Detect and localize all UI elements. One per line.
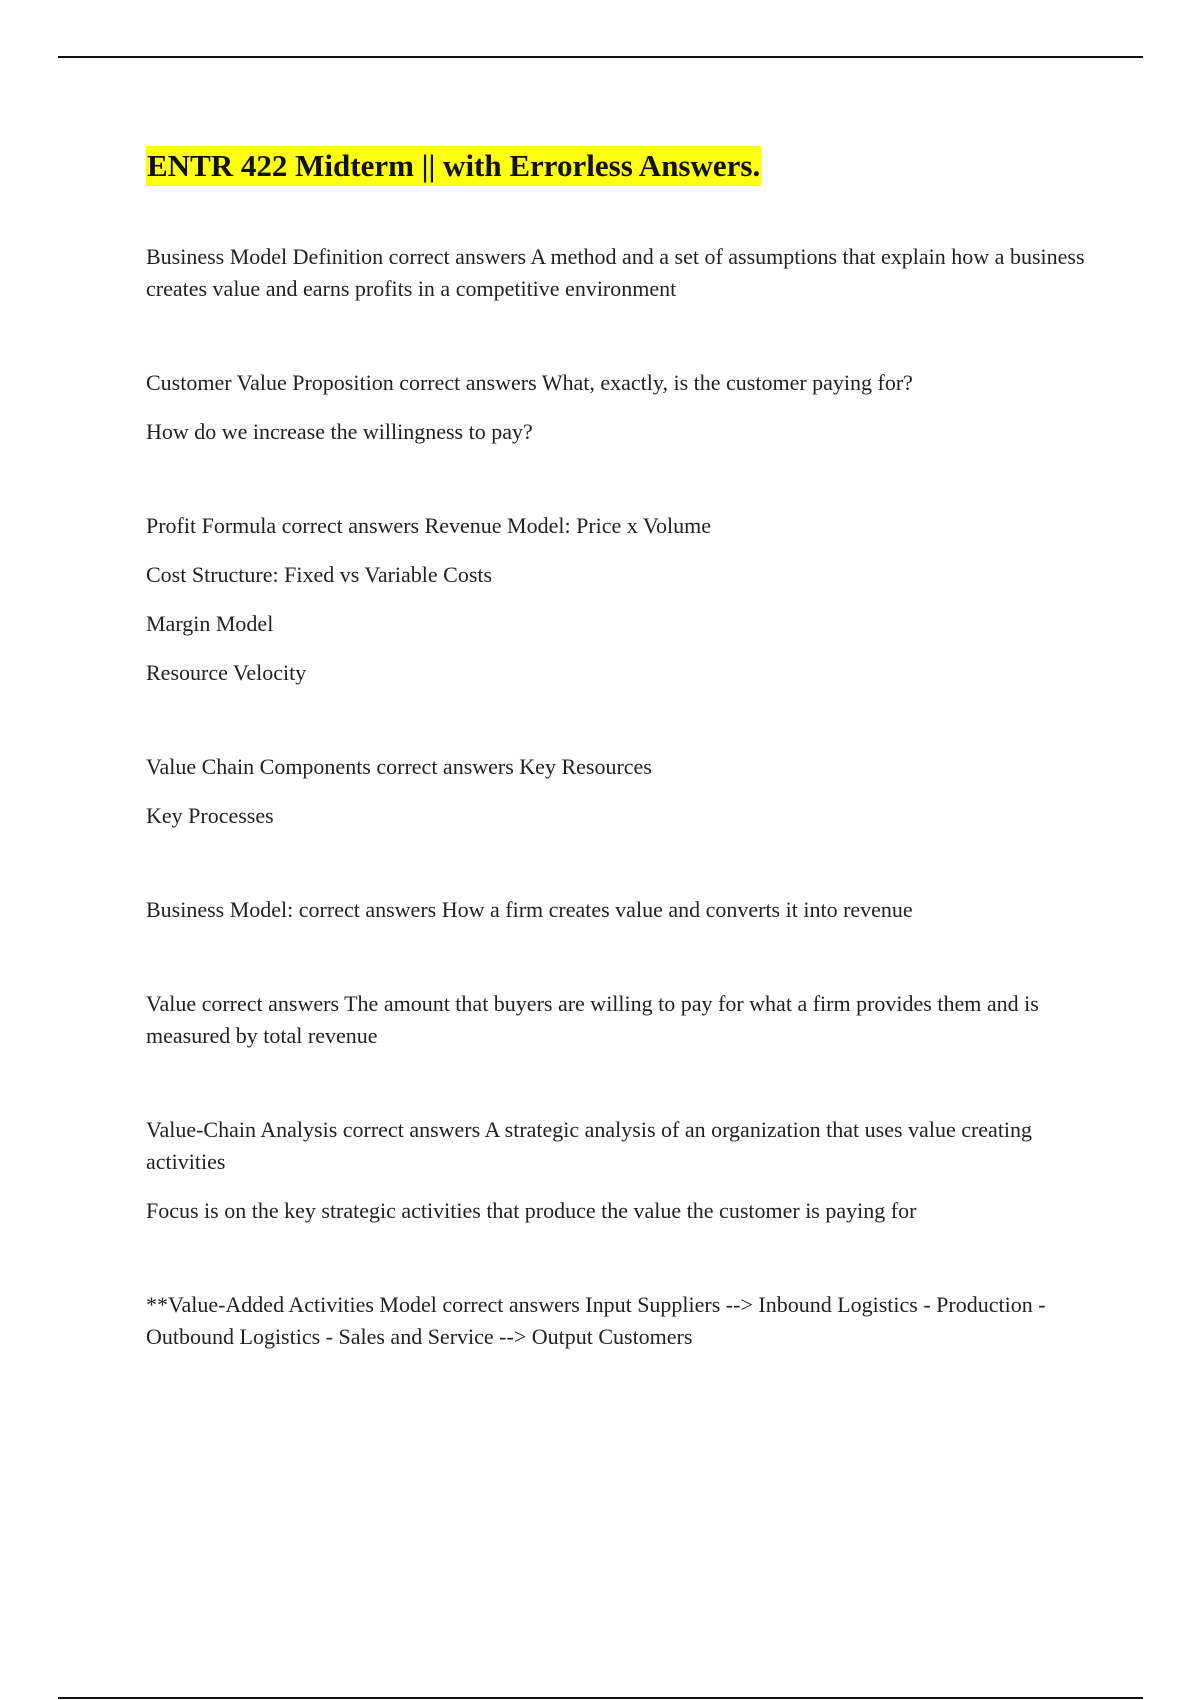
bottom-rule	[58, 1697, 1143, 1699]
entry-text: How do we increase the willingness to pay?	[146, 419, 533, 444]
entry-text: Business Model: correct answers How a firm creates value and converts it into revenue	[146, 897, 913, 922]
top-rule	[58, 56, 1143, 58]
qa-entry	[146, 988, 1086, 1052]
page-title: ENTR 422 Midterm || with Errorless Answers.	[146, 146, 761, 186]
entry-text: Resource Velocity	[146, 660, 307, 685]
qa-entry	[146, 1114, 1086, 1227]
document-body	[146, 146, 1086, 1353]
qa-entry	[146, 367, 1086, 448]
qa-entry	[146, 1289, 1086, 1353]
qa-entry	[146, 751, 1086, 832]
qa-entry	[146, 241, 1086, 305]
entry-text: Value correct answers The amount that buyers are willing to pay for what a firm provides them and is measured by total revenue	[146, 991, 1039, 1048]
entry-text: Margin Model	[146, 611, 274, 636]
entry-text: Customer Value Proposition correct answers What, exactly, is the customer paying for?	[146, 370, 913, 395]
entry-text: **Value-Added Activities Model correct answers Input Suppliers --> Inbound Logistics - Production - Outbound Logistics - Sales and Service --> Output Customers	[146, 1292, 1046, 1349]
entry-text: Key Processes	[146, 803, 274, 828]
entry-text: Focus is on the key strategic activities that produce the value the customer is paying for	[146, 1198, 917, 1223]
entry-text: Value-Chain Analysis correct answers A strategic analysis of an organization that uses value creating activities	[146, 1117, 1033, 1174]
entry-text: Business Model Definition correct answers A method and a set of assumptions that explain how a business creates value and earns profits in a competitive environment	[146, 244, 1085, 301]
entry-text: Cost Structure: Fixed vs Variable Costs	[146, 562, 493, 587]
entry-text: Value Chain Components correct answers Key Resources	[146, 754, 652, 779]
qa-entry	[146, 510, 1086, 689]
qa-entry	[146, 894, 1086, 926]
entry-text: Profit Formula correct answers Revenue Model: Price x Volume	[146, 513, 711, 538]
